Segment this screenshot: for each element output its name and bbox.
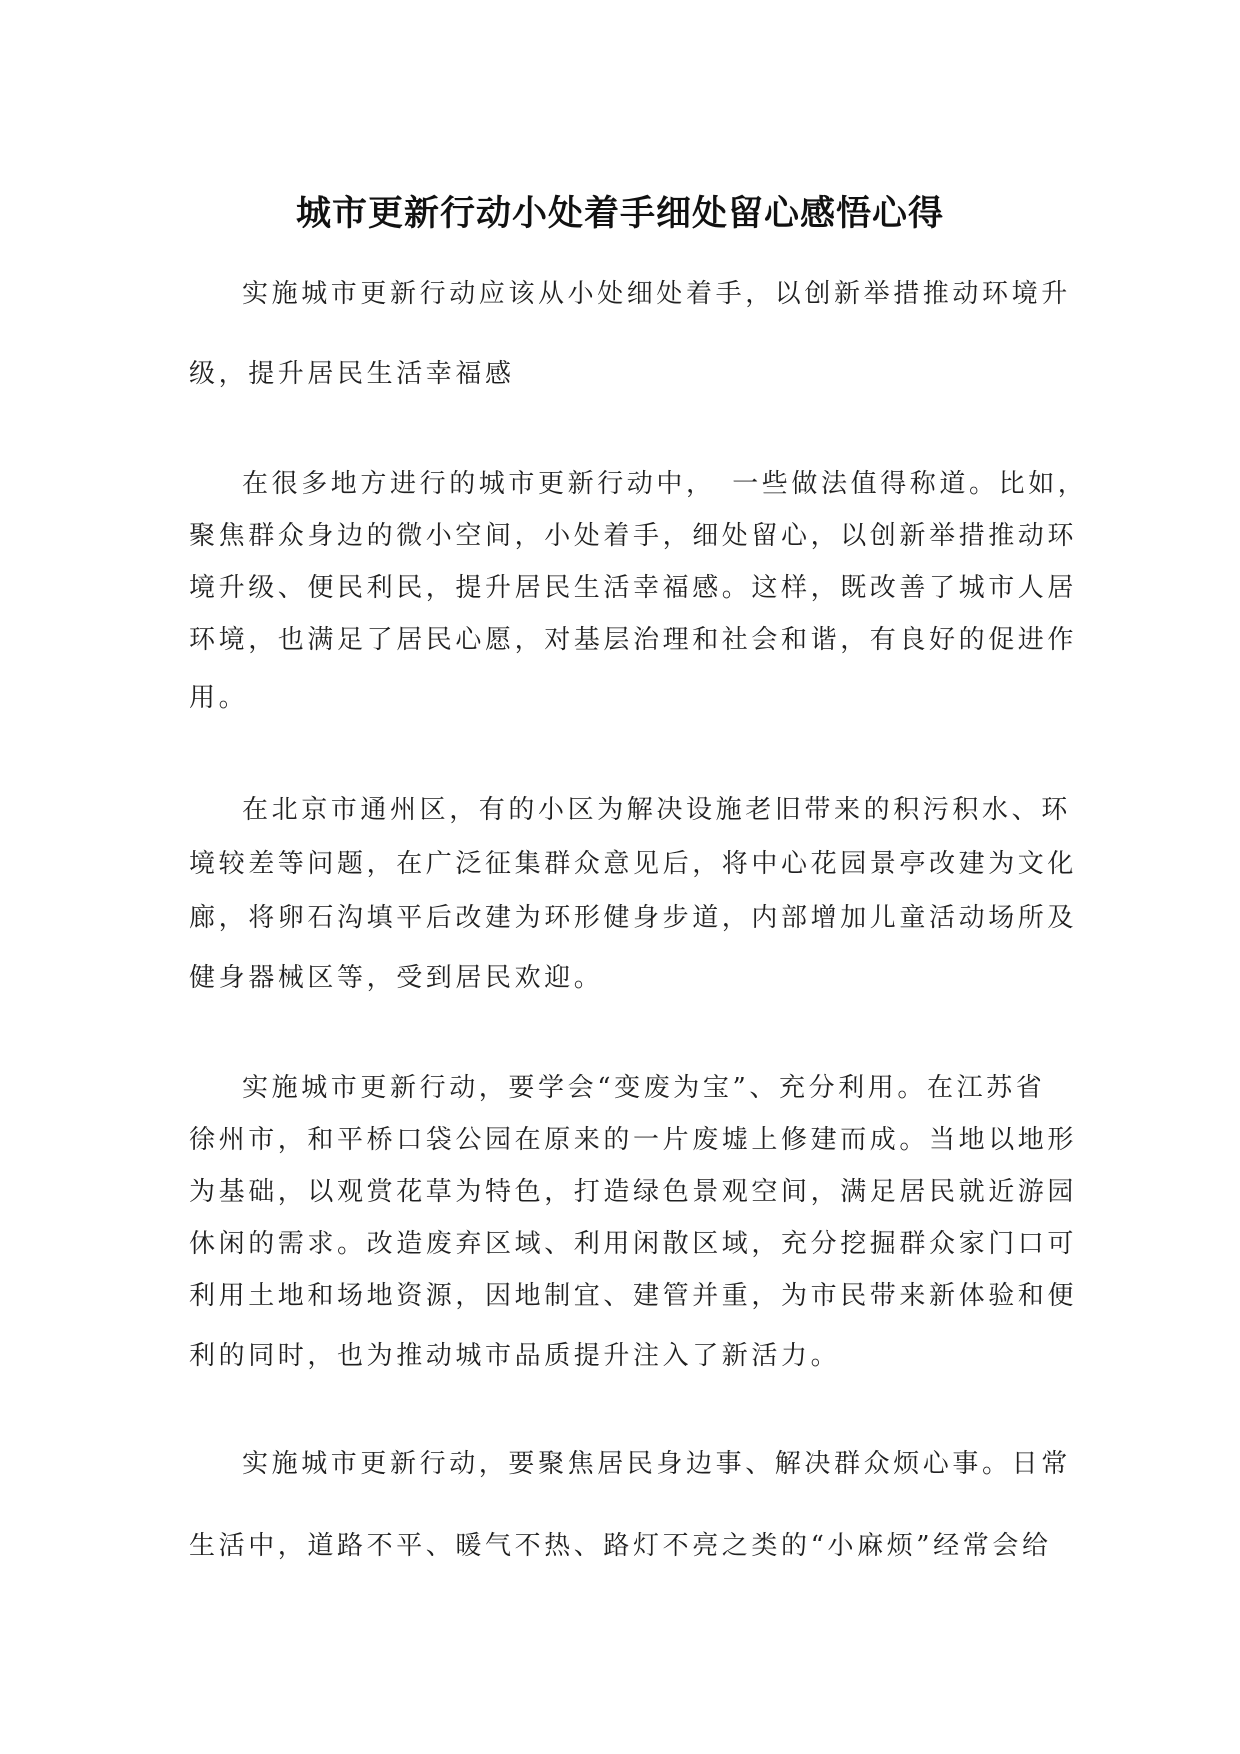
paragraph-2-line-4: 环境，也满足了居民心愿，对基层治理和社会和谐，有良好的促进作 xyxy=(189,625,1078,655)
paragraph-5-line-2: 生活中，道路不平、暖气不热、路灯不亮之类的“小麻烦”经常会给 xyxy=(189,1531,1052,1561)
paragraph-3-line-2: 境较差等问题，在广泛征集群众意见后，将中心花园景亭改建为文化 xyxy=(189,849,1078,879)
paragraph-4-line-3: 为基础，以观赏花草为特色，打造绿色景观空间，满足居民就近游园 xyxy=(189,1177,1078,1207)
paragraph-4-line-2: 徐州市，和平桥口袋公园在原来的一片废墟上修建而成。当地以地形 xyxy=(189,1125,1078,1155)
paragraph-2-line-5: 用。 xyxy=(189,683,249,713)
paragraph-4-line-5: 利用土地和场地资源，因地制宜、建管并重，为市民带来新体验和便 xyxy=(189,1281,1078,1311)
paragraph-2-line-3: 境升级、便民利民，提升居民生活幸福感。这样，既改善了城市人居 xyxy=(189,573,1078,603)
paragraph-1-line-2: 级，提升居民生活幸福感 xyxy=(189,359,515,389)
document-title: 城市更新行动小处着手细处留心感悟心得 xyxy=(295,193,944,234)
paragraph-3-line-4: 健身器械区等，受到居民欢迎。 xyxy=(189,963,604,993)
paragraph-4-line-6: 利的同时，也为推动城市品质提升注入了新活力。 xyxy=(189,1341,841,1371)
paragraph-5-line-1: 实施城市更新行动，要聚焦居民身边事、解决群众烦心事。日常 xyxy=(242,1449,1071,1479)
paragraph-3-line-3: 廊，将卵石沟填平后改建为环形健身步道，内部增加儿童活动场所及 xyxy=(189,903,1078,933)
paragraph-4-line-1: 实施城市更新行动，要学会“变废为宝”、充分利用。在江苏省 xyxy=(242,1073,1046,1103)
paragraph-4-line-4: 休闲的需求。改造废弃区域、利用闲散区域，充分挖掘群众家门口可 xyxy=(189,1229,1078,1259)
paragraph-3-line-1: 在北京市通州区，有的小区为解决设施老旧带来的积污积水、环 xyxy=(242,795,1071,825)
paragraph-2-line-1: 在很多地方进行的城市更新行动中， 一些做法值得称道。比如， xyxy=(242,469,1088,499)
paragraph-2-line-2: 聚焦群众身边的微小空间，小处着手，细处留心，以创新举措推动环 xyxy=(189,521,1078,551)
paragraph-1-line-1: 实施城市更新行动应该从小处细处着手，以创新举措推动环境升 xyxy=(242,279,1071,309)
